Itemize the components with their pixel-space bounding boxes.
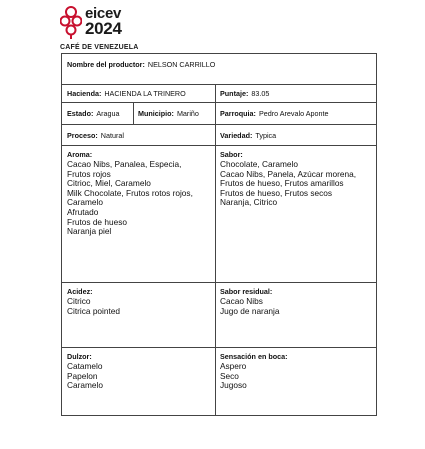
sensacion-note: Jugoso xyxy=(220,380,247,391)
dulzor-sensacion-row xyxy=(62,347,376,416)
brand-name: eicev xyxy=(85,5,122,22)
aroma-note: Frutos de hueso xyxy=(67,216,127,227)
sabor-note: Frutos de hueso, Frutos amarillos xyxy=(220,178,344,189)
aroma-note: Cacao Nibs, Panalea, Especia, xyxy=(67,159,182,169)
sabor-label: Sabor: xyxy=(220,150,243,159)
dulzor-label: Dulzor: xyxy=(67,352,92,361)
hacienda-value: HACIENDA LA TRINERO xyxy=(104,89,186,98)
hacienda-row xyxy=(62,84,376,102)
aroma-label: Aroma: xyxy=(67,150,93,159)
producer-row xyxy=(62,53,376,75)
sabor-notes xyxy=(220,160,356,208)
process-row xyxy=(62,124,376,145)
puntaje-label: Puntaje: xyxy=(220,89,249,98)
proceso-label: Proceso: xyxy=(67,130,98,140)
acidez-note: Citrico xyxy=(67,296,91,306)
sensacion-note: Seco xyxy=(220,370,239,381)
sabor-note: Frutos de hueso, Frutos secos xyxy=(220,187,333,198)
sabor-note: Cacao Nibs, Panela, Azúcar morena, xyxy=(220,168,357,179)
cupping-sheet xyxy=(61,53,377,416)
estado-value: Aragua xyxy=(96,109,120,118)
dulzor-notes xyxy=(67,362,103,391)
sabor-residual-note: Jugo de naranja xyxy=(220,305,280,316)
location-row xyxy=(62,102,376,124)
aroma-note: Frutos rojos xyxy=(67,168,111,179)
spacer-row xyxy=(62,75,376,84)
hacienda-label: Hacienda: xyxy=(67,89,102,98)
parroquia-value: Pedro Arevalo Aponte xyxy=(258,109,329,118)
aroma-note: Milk Chocolate, Frutos rotos rojos, xyxy=(67,187,193,198)
sabor-note: Naranja, Citrico xyxy=(220,197,278,208)
coffee-cherry-logo-icon xyxy=(60,6,82,40)
estado-label: Estado: xyxy=(67,109,94,118)
dulzor-note: Caramelo xyxy=(67,380,103,391)
puntaje-value: 83.05 xyxy=(251,89,270,98)
aroma-note: Caramelo xyxy=(67,197,103,208)
dulzor-note: Catamelo xyxy=(67,361,103,371)
aroma-notes xyxy=(67,160,193,237)
variedad-value: Typica xyxy=(255,130,277,140)
dulzor-note: Papelon xyxy=(67,370,98,381)
sensacion-label: Sensación en boca: xyxy=(220,352,288,361)
aroma-note: Afrutado xyxy=(67,206,99,217)
variedad-label: Variedad: xyxy=(220,130,253,140)
producer-value: NELSON CARRILLO xyxy=(147,60,216,69)
aroma-note: Citrioc, Miel, Caramelo xyxy=(67,178,151,189)
sensacion-notes xyxy=(220,362,247,391)
sabor-residual-notes xyxy=(220,297,280,316)
parroquia-label: Parroquia: xyxy=(220,109,256,118)
acidez-label: Acidez: xyxy=(67,287,93,296)
sabor-residual-note: Cacao Nibs xyxy=(220,296,263,306)
acidez-notes xyxy=(67,297,120,316)
eicev-logo xyxy=(58,4,168,56)
acidez-residual-row xyxy=(62,282,376,347)
acidez-note: Citrica pointed xyxy=(67,305,121,316)
proceso-value: Natural xyxy=(100,130,124,140)
municipio-label: Municipio: xyxy=(138,109,174,118)
sabor-note: Chocolate, Caramelo xyxy=(220,159,298,169)
aroma-sabor-row xyxy=(62,145,376,282)
sabor-residual-label: Sabor residual: xyxy=(220,287,273,296)
brand-year: 2024 xyxy=(85,19,122,38)
aroma-note: Naranja piel xyxy=(67,226,112,237)
municipio-value: Mariño xyxy=(176,109,199,118)
producer-label: Nombre del productor: xyxy=(67,60,145,69)
brand-subtitle: CAFÉ DE VENEZUELA xyxy=(60,44,139,51)
sensacion-note: Aspero xyxy=(220,361,247,371)
